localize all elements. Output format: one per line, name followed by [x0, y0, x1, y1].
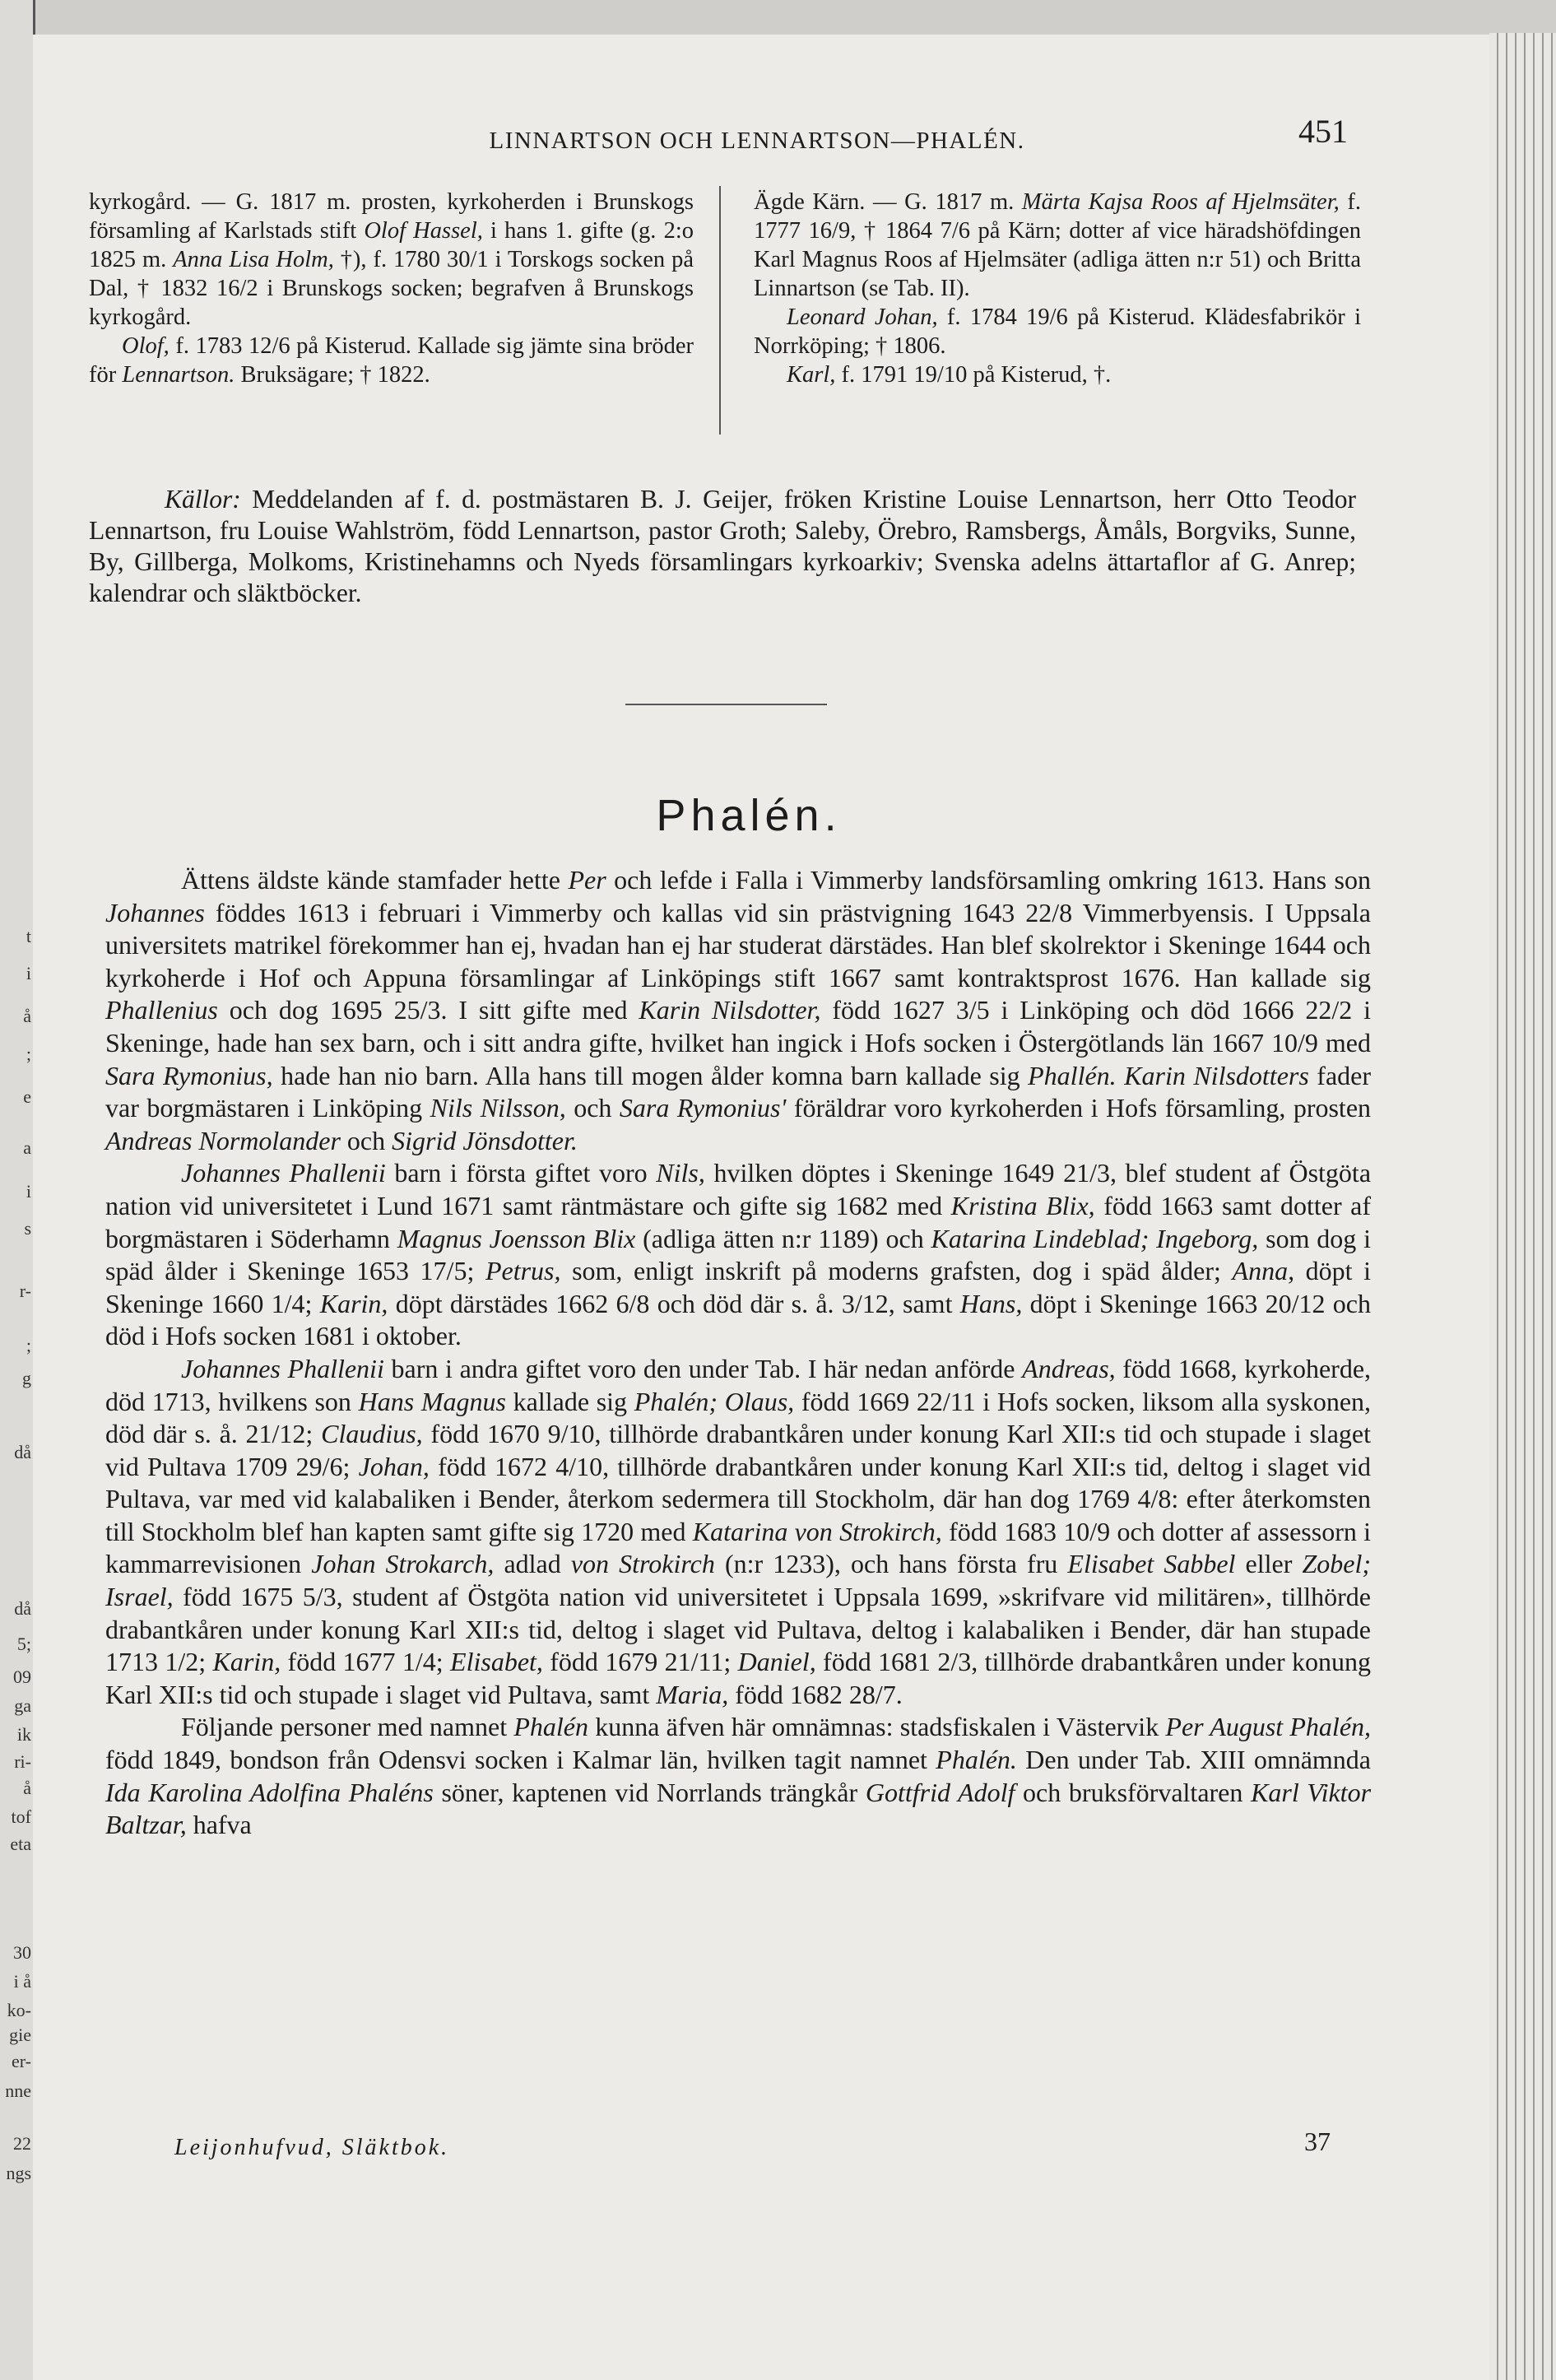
body-run: hade han nio barn. Alla hans till mogen ålder komna barn kallade sig	[272, 1060, 1029, 1090]
person-name: Olof,	[122, 333, 170, 359]
col-left-text: i hans 1. gifte (g. 2:o 1825 m.	[89, 218, 694, 272]
italic-name: Karin Nilsdotter,	[639, 995, 821, 1025]
person-name: Leonard Johan,	[787, 304, 938, 330]
person-name: Olof Hassel,	[364, 218, 483, 244]
sources-text: Meddelanden af f. d. postmästaren B. J. Geijer, fröken Kristine Louise Lennartson, herr Otto Teodor Lennartson, fru Louise Wahlström, född Lennartson, pastor Groth; Saleby, Örebro, Ramsbergs, Åmåls, Borgviks, Sunne, By, Gillberga, Molkoms, Kristinehamns och Nyeds församlingars kyrkoarkiv; Svenska adelns ättartaflor af G. Anrep; kalendrar och släktböcker.	[89, 485, 1356, 607]
body-run: född 1663 samt dotter af borgmästaren i Söderhamn	[105, 1190, 1372, 1253]
body-run: kallade sig	[505, 1386, 634, 1416]
italic-name: Maria,	[656, 1679, 729, 1709]
body-run: född 1681 2/3, tillhörde drabantkåren under konung Karl XII:s tid och stupade i slaget vid Pultava, samt	[105, 1647, 1372, 1709]
person-name: Karl,	[787, 362, 836, 388]
body-run: döpt i Skeninge 1663 20/12 och död i Hofs socken 1681 i oktober.	[105, 1288, 1372, 1351]
adjacent-page-fragment: 30	[13, 1942, 31, 1963]
col-right-text: f. 1791 19/10 på Kisterud, †.	[835, 362, 1112, 388]
italic-name: Nils Nilsson,	[430, 1093, 566, 1123]
adjacent-page-fragment: å	[23, 1778, 31, 1798]
col-right-text: Ägde Kärn. — G. 1817 m.	[754, 189, 1022, 215]
body-run: och lefde i Falla i Vimmerby landsförsamling omkring 1613. Hans son	[606, 865, 1372, 895]
italic-name: Phalén.	[936, 1745, 1017, 1775]
italic-name: Karin,	[319, 1288, 388, 1318]
italic-name: Gottfrid Adolf	[865, 1777, 1015, 1807]
adjacent-page-fragment: er-	[12, 2051, 31, 2071]
italic-name: Per	[568, 865, 606, 895]
adjacent-page-fragment: i	[26, 963, 31, 983]
adjacent-page-fragment: a	[23, 1137, 31, 1158]
italic-name: Johannes	[105, 897, 205, 927]
italic-name: Sigrid Jönsdotter.	[392, 1125, 578, 1155]
body-run: barn i andra giftet voro den under Tab. I här nedan anförde	[383, 1353, 1023, 1383]
col-right-text: f. 1784 19/6 på Kisterud. Klädesfabrikör i Norrköping; † 1806.	[754, 304, 1361, 359]
italic-name: Nils,	[656, 1158, 705, 1188]
italic-name: Johan,	[358, 1451, 430, 1481]
italic-name: Johannes Phallenii	[181, 1158, 386, 1188]
body-run: kunna äfven här omnämnas: stadsfiskalen i Västervik	[588, 1712, 1166, 1742]
book-page-edges	[1489, 33, 1556, 2380]
italic-name: Per August Phalén,	[1165, 1712, 1372, 1742]
body-run: föräldrar voro kyrkoherden i Hofs församling, prosten	[786, 1093, 1372, 1123]
left-column	[89, 188, 694, 389]
body-run: född 1672 4/10, tillhörde drabantkåren under konung Karl XII:s tid, deltog i slaget vid Pultava, var med vid kalabaliken i Bender, återkom sedermera till Stockholm, där han dog 1769 4/8: efter återkomsten till Stockholm blef han kapten samt gifte sig 1720 med	[105, 1451, 1372, 1546]
adjacent-page-fragment: g	[22, 1368, 31, 1388]
body-run: född 1668, kyrkoherde, död 1713, hvilkens son	[105, 1353, 1372, 1416]
sources-paragraph	[89, 484, 1356, 609]
sources-label: Källor:	[165, 485, 241, 514]
body-run: döpt i Skeninge 1660 1/4;	[105, 1256, 1372, 1318]
italic-name: Petrus,	[485, 1256, 561, 1286]
body-run: som, enligt inskrift på moderns grafsten, dog i späd ålder;	[560, 1256, 1233, 1286]
body-run: född 1675 5/3, student af Östgöta nation vid universitetet i Uppsala 1699, »skrifvare vid militären», tillhörde drabantkåren under konung Karl XII:s tid, deltog i slaget vid Pultava, deltog i kalabaliken i Bender, där han stupade 1713 1/2;	[105, 1582, 1371, 1677]
italic-name: Katarina Lindeblad; Ingeborg,	[931, 1223, 1259, 1253]
adjacent-page-fragment: 5;	[16, 1634, 31, 1654]
body-run: fader var borgmästaren i Linköping	[105, 1060, 1372, 1123]
body-run: söner, kaptenen vid Norrlands trängkår	[433, 1777, 866, 1807]
italic-name: Johan Strokarch,	[311, 1549, 495, 1579]
adjacent-page-fragment: 09	[13, 1666, 31, 1687]
body-run: eller	[1235, 1549, 1303, 1579]
page-number: 451	[1298, 113, 1348, 150]
italic-name: Phallenius	[105, 995, 218, 1025]
body-run: Ättens äldste kände stamfader hette	[181, 865, 569, 895]
body-run: född 1677 1/4;	[281, 1647, 451, 1677]
italic-name: Hans,	[959, 1288, 1023, 1318]
person-name: Anna Lisa Holm,	[173, 247, 334, 272]
italic-name: Karl Viktor Baltzar,	[105, 1777, 1372, 1840]
italic-name: Phalén; Olaus,	[634, 1386, 795, 1416]
adjacent-page-fragment: ngs	[6, 2163, 31, 2183]
italic-name: Karin Nilsdotters	[1124, 1060, 1309, 1090]
adjacent-page-fragment: tof	[11, 1806, 31, 1827]
adjacent-page-fragment: s	[24, 1218, 31, 1239]
col-left-text: †), f. 1780 30/1 i Torskogs socken på Dal, † 1832 16/2 i Brunskogs socken; begrafven å Brunskogs kyrkogård.	[89, 247, 694, 330]
body-run: som dog i späd ålder i Skeninge 1653 17/5;	[105, 1223, 1372, 1286]
italic-name: Sara Rymonius'	[619, 1093, 787, 1123]
column-divider	[719, 186, 721, 435]
italic-name: von Strokirch	[570, 1549, 715, 1579]
body-run: född 1849, bondson från Odensvi socken i Kalmar län, hvilken tagit namnet	[105, 1745, 936, 1775]
adjacent-page-fragment: r-	[19, 1281, 31, 1301]
adjacent-page-fragment: ;	[26, 1335, 31, 1355]
adjacent-page-fragment: i	[26, 1181, 31, 1202]
footer-sheet-number: 37	[1304, 2127, 1331, 2156]
body-run: född 1627 3/5 i Linköping och död 1666 22/2 i Skeninge, hade han sex barn, och i sitt andra gifte, hvilket han ingick i Hofs socken i Östergötlands län 1667 10/9 med	[105, 995, 1372, 1058]
adjacent-page-fragment: då	[14, 1598, 31, 1619]
italic-name: Andreas,	[1022, 1353, 1116, 1383]
italic-name: Hans Magnus	[358, 1386, 506, 1416]
italic-name: Claudius,	[321, 1419, 423, 1449]
body-run: född 1669 22/11 i Hofs socken, liksom alla syskonen, död där s. å. 21/12;	[105, 1386, 1372, 1449]
adjacent-page-fragment: å	[23, 1006, 31, 1026]
body-run: Den under Tab. XIII omnämnda	[1016, 1745, 1372, 1775]
adjacent-page-fragment: eta	[10, 1834, 31, 1854]
italic-name: Kristina Blix,	[950, 1190, 1095, 1220]
italic-name: Elisabet,	[450, 1647, 543, 1677]
body-run: född 1683 10/9 och dotter af assessorn i kammarrevisionen	[105, 1516, 1372, 1579]
adjacent-page-fragment: e	[23, 1086, 31, 1107]
italic-name: Magnus Joensson Blix	[397, 1223, 636, 1253]
italic-name: Daniel,	[737, 1647, 816, 1677]
italic-name: Katarina von Strokirch,	[692, 1516, 942, 1546]
adjacent-page-fragment: ik	[16, 1724, 31, 1745]
section-divider-rule	[625, 704, 827, 705]
adjacent-page-fragment: gie	[9, 2024, 31, 2045]
col-left-text: Bruksägare; † 1822.	[235, 362, 430, 388]
person-name: Lennartson.	[122, 362, 235, 388]
italic-name: Phalén	[513, 1712, 588, 1742]
body-paragraph	[105, 1711, 1371, 1841]
adjacent-page-fragment: t	[26, 926, 31, 946]
body-run: Följande personer med namnet	[181, 1712, 514, 1742]
adjacent-page-fragment: i å	[13, 1971, 31, 1992]
col-right-text: f. 1777 16/9, † 1864 7/6 på Kärn; dotter af vice häradshöfdingen Karl Magnus Roos af Hjelmsäter (adliga ätten n:r 51) och Britta Linnartson (se Tab. II).	[754, 189, 1361, 301]
italic-name: Karin,	[212, 1647, 281, 1677]
running-header: LINNARTSON OCH LENNARTSON—PHALÉN.	[489, 128, 1025, 154]
body-paragraph	[105, 1157, 1371, 1353]
section-title: Phalén.	[656, 791, 842, 840]
adjacent-page-fragment: ;	[26, 1044, 31, 1064]
body-run: och	[340, 1125, 392, 1155]
italic-name: Ida Karolina Adolfina Phaléns	[105, 1777, 434, 1807]
adjacent-page-fragment: nne	[5, 2080, 31, 2101]
adjacent-page-fragment: ga	[14, 1695, 31, 1716]
body-run: (n:r 1233), och hans första fru	[714, 1549, 1068, 1579]
italic-name: Anna,	[1232, 1256, 1295, 1286]
body-text	[105, 864, 1371, 1842]
body-run: (adliga ätten n:r 1189) och	[635, 1223, 931, 1253]
italic-name: Elisabet Sabbel	[1067, 1549, 1236, 1579]
col-left-text: kyrkogård. — G. 1817 m. prosten, kyrkoherden i Brunskogs församling af Karlstads stift	[89, 189, 694, 244]
body-run: hvilken döptes i Skeninge 1649 21/3, blef student af Östgöta nation vid universitetet i Lund 1671 samt räntmästare och gifte sig 1682 med	[105, 1158, 1372, 1220]
italic-name: Phallén.	[1028, 1060, 1117, 1090]
body-run: döpt därstädes 1662 6/8 och död där s. å. 3/12, samt	[388, 1288, 960, 1318]
italic-name: Zobel; Israel,	[105, 1549, 1372, 1612]
body-run: och bruksförvaltaren	[1015, 1777, 1252, 1807]
body-run: och	[565, 1093, 620, 1123]
body-run	[1117, 1061, 1125, 1090]
adjacent-page-fragment: då	[14, 1442, 31, 1462]
adjacent-page-fragment: ri-	[14, 1751, 31, 1772]
body-run: adlad	[494, 1549, 571, 1579]
person-name: Märta Kajsa Roos af Hjelmsäter,	[1021, 189, 1340, 215]
body-paragraph	[105, 864, 1371, 1157]
italic-name: Sara Rymonius,	[105, 1060, 273, 1090]
right-column	[754, 188, 1361, 389]
body-run: född 1682 28/7.	[728, 1679, 903, 1709]
italic-name: Johannes Phallenii	[181, 1353, 384, 1383]
body-run: och dog 1695 25/3. I sitt gifte med	[217, 995, 639, 1025]
body-run: född 1670 9/10, tillhörde drabantkåren under konung Karl XII:s tid och stupade i slaget vid Pultava 1709 29/6;	[105, 1419, 1372, 1481]
italic-name: Andreas Normolander	[105, 1125, 341, 1155]
adjacent-page-strip	[0, 0, 35, 2380]
body-run: född 1679 21/11;	[542, 1647, 738, 1677]
footer-signature: Leijonhufvud, Släktbok.	[174, 2135, 450, 2160]
adjacent-page-fragment: 22	[13, 2133, 31, 2154]
adjacent-page-fragment: ko-	[7, 2000, 31, 2020]
body-run: barn i första giftet voro	[385, 1158, 657, 1188]
body-paragraph	[105, 1353, 1371, 1712]
col-left-text: f. 1783 12/6 på Kisterud. Kallade sig jämte sina bröder för	[89, 333, 694, 388]
body-run: föddes 1613 i februari i Vimmerby och kallas vid sin prästvigning 1643 22/8 Vimmerbyensis. I Uppsala universitets matrikel förekommer han ej, hvadan han ej har studerat därstädes. Han blef skolrektor i Skeninge 1644 och kyrkoherde i Hof och Appuna församlingar af Linköpings stift 1667 samt kontraktsprost 1676. Han kallade sig	[105, 897, 1371, 992]
body-run: hafva	[186, 1810, 252, 1840]
